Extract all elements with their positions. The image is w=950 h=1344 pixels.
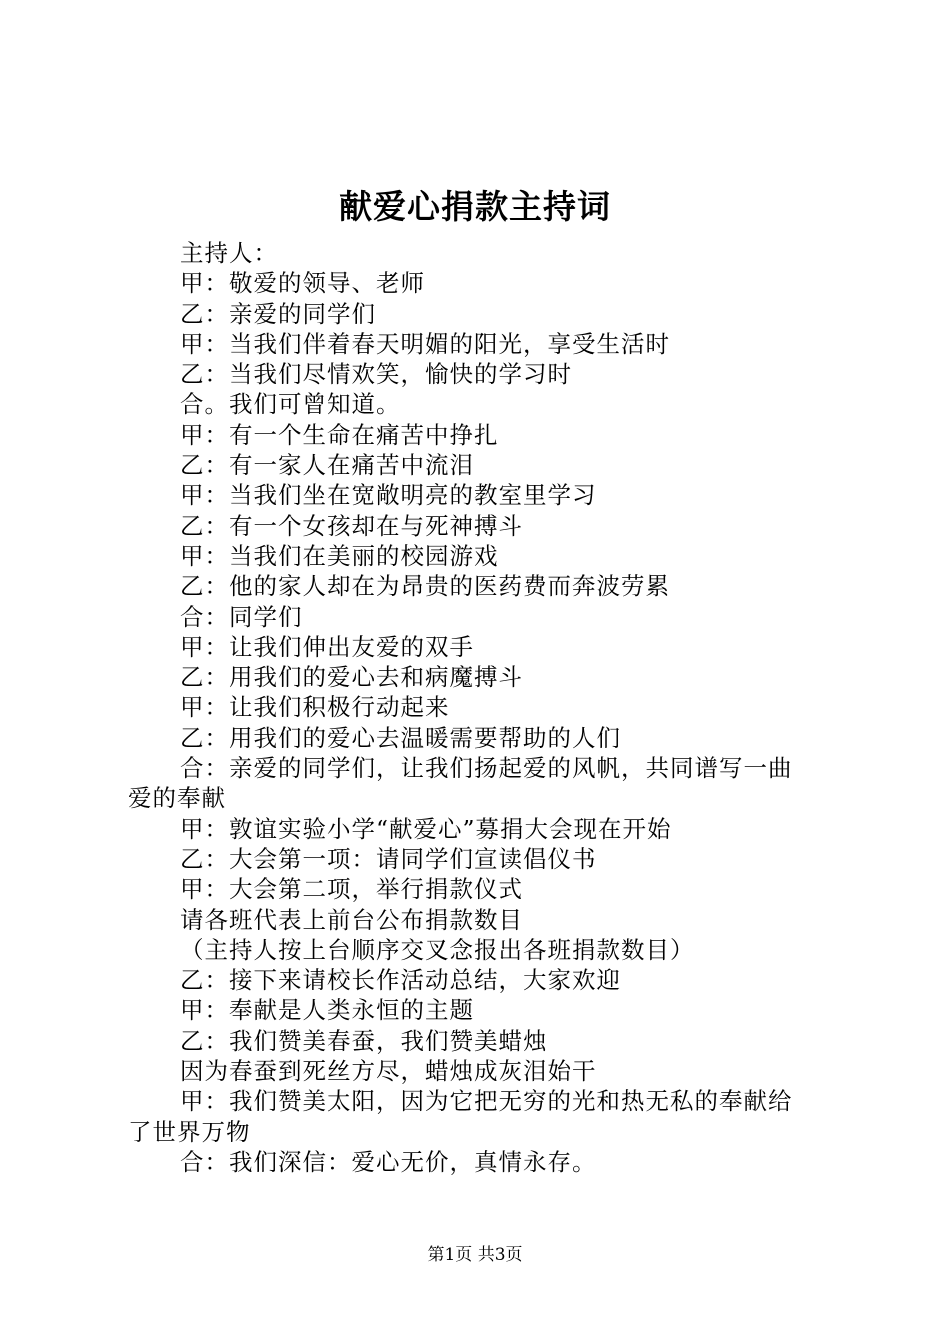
body-line: 乙：当我们尽情欢笑，愉快的学习时 — [180, 360, 572, 389]
body-line-continuation: 了世界万物 — [128, 1117, 251, 1146]
body-line: 甲：当我们坐在宽敞明亮的教室里学习 — [180, 481, 597, 510]
body-line: 合：亲爱的同学们，让我们扬起爱的风帆，共同谱写一曲 爱的奉献 — [128, 753, 838, 814]
body-line: 甲：让我们积极行动起来 — [180, 693, 450, 722]
body-line-continuation: 爱的奉献 — [128, 784, 226, 813]
body-line: 甲：我们赞美太阳，因为它把无穷的光和热无私的奉献给 了世界万物 — [128, 1086, 838, 1147]
body-line: 乙：有一个女孩却在与死神搏斗 — [180, 511, 523, 540]
body-line: 乙：他的家人却在为昂贵的医药费而奔波劳累 — [180, 572, 670, 601]
body-line: 乙：接下来请校长作活动总结，大家欢迎 — [180, 966, 621, 995]
body-line: 甲：有一个生命在痛苦中挣扎 — [180, 420, 499, 449]
body-line: 合：我们深信：爱心无价，真情永存。 — [180, 1147, 597, 1176]
body-line: 主持人： — [180, 239, 278, 267]
body-line: 合。我们可曾知道。 — [180, 390, 401, 419]
body-line: 因为春蚕到死丝方尽，蜡烛成灰泪始干 — [180, 1057, 597, 1086]
body-line: 甲：奉献是人类永恒的主题 — [180, 996, 474, 1025]
body-line: 乙：用我们的爱心去和病魔搏斗 — [180, 663, 523, 692]
body-line: 乙：我们赞美春蚕，我们赞美蜡烛 — [180, 1026, 548, 1055]
body-line: 乙：亲爱的同学们 — [180, 299, 376, 328]
body-line: 乙：用我们的爱心去温暖需要帮助的人们 — [180, 723, 621, 752]
body-line: 乙：有一家人在痛苦中流泪 — [180, 451, 474, 480]
document-title: 献爱心捐款主持词 — [339, 187, 611, 226]
body-line: 甲：敬爱的领导、老师 — [180, 269, 425, 298]
body-line: 请各班代表上前台公布捐款数目 — [180, 905, 523, 934]
body-line: 甲：敦谊实验小学“献爱心”募捐大会现在开始 — [180, 814, 672, 843]
body-line: （主持人按上台顺序交叉念报出各班捐款数目） — [180, 935, 695, 964]
body-line: 合：同学们 — [180, 602, 303, 631]
document-body — [128, 238, 838, 1177]
body-line: 甲：当我们伴着春天明媚的阳光，享受生活时 — [180, 329, 670, 358]
body-line: 乙：大会第一项：请同学们宣读倡仪书 — [180, 844, 597, 873]
body-line: 甲：当我们在美丽的校园游戏 — [180, 541, 499, 570]
body-line: 甲：让我们伸出友爱的双手 — [180, 632, 474, 661]
body-line: 甲：大会第二项，举行捐款仪式 — [180, 875, 523, 904]
page-footer: 第1页 共3页 — [427, 1245, 523, 1265]
